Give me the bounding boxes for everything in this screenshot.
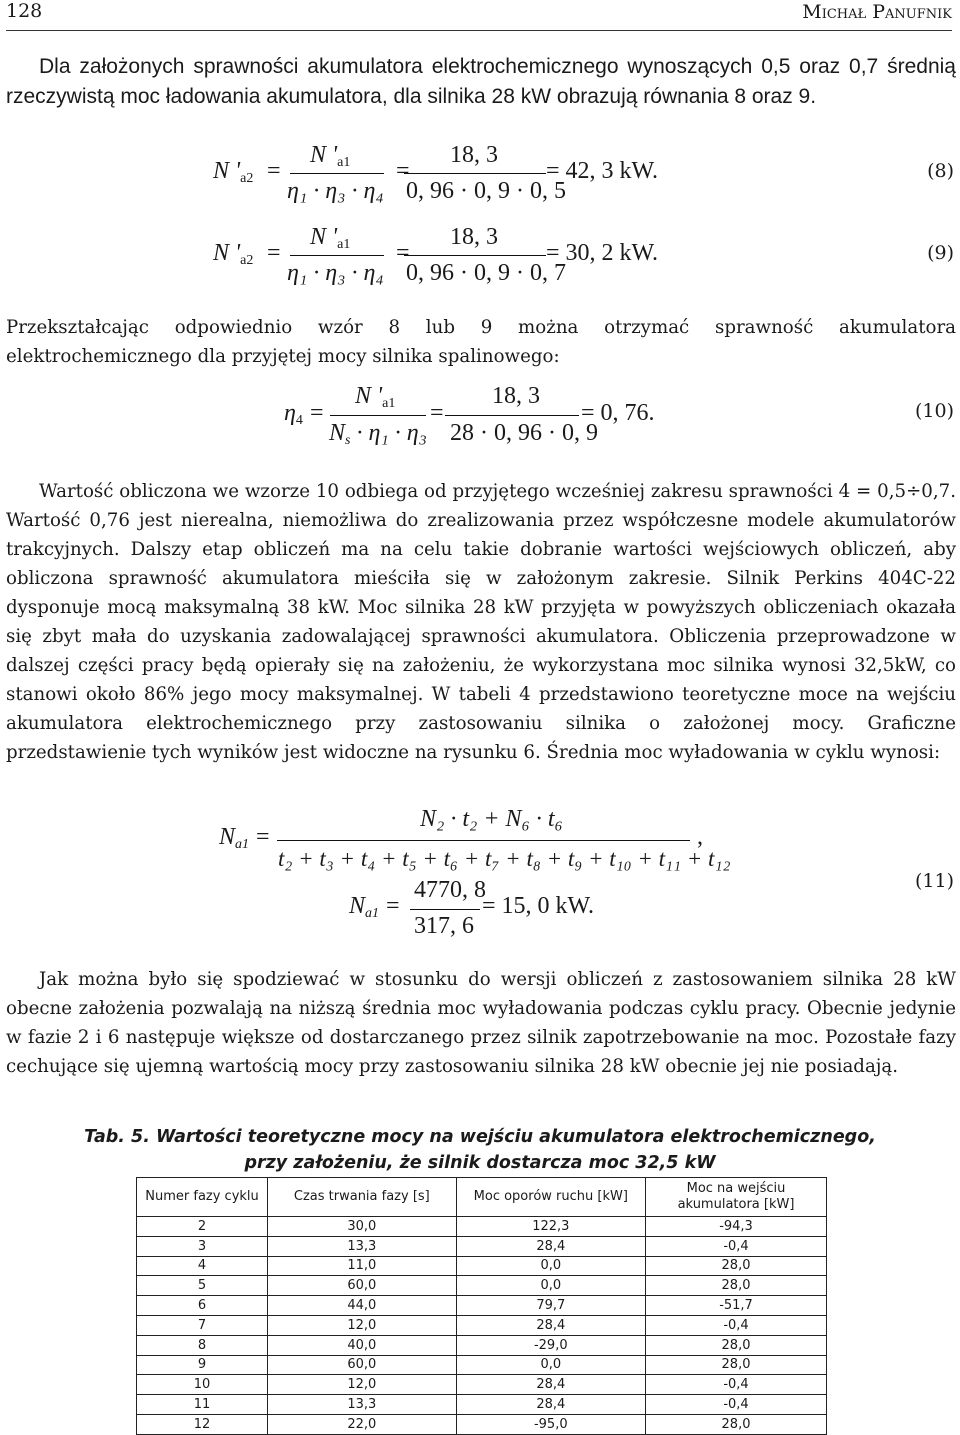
- results-table: [136, 1177, 827, 1435]
- table-cell: 40,0: [268, 1335, 457, 1355]
- table-cell: -94,3: [646, 1217, 827, 1237]
- table-cell: 28,0: [646, 1256, 827, 1276]
- table-cell: -0,4: [646, 1395, 827, 1415]
- table-cell: 28,0: [646, 1355, 827, 1375]
- running-author: Michał Panufnik: [802, 1, 952, 23]
- eq11-fraction-bar-2: [410, 909, 480, 910]
- table-cell: -0,4: [646, 1315, 827, 1335]
- table-cell: 6: [137, 1296, 268, 1316]
- table-cell: 11: [137, 1395, 268, 1415]
- table-header-row: [137, 1178, 827, 1217]
- table-cell: 4: [137, 1256, 268, 1276]
- equation-9: N '$_{a2}$ = N '$_{a1}$ η₁ · η₃ · η₄ = 18, 3 0, 96 · 0, 9 · 0, 7 = 30, 2 kW. (9): [213, 224, 954, 286]
- table-cell: 13,3: [268, 1236, 457, 1256]
- table-cell: 12,0: [268, 1375, 457, 1395]
- eq10-lhs: $\eta_4$: [284, 400, 303, 428]
- equation-11: $N_{a1}$ = N₂ · t₂ + N₆ · t₆ t₂ + t₃ + t₄ + t₅ + t₆ + t₇ + t₈ + t₉ + t₁₀ + t₁₁ + t₁₂ , $N_{a1}$ = 4770, 8 317, 6 = 15, 0 kW. (11): [219, 806, 954, 939]
- eq11-denominator: t₂ + t₃ + t₄ + t₅ + t₆ + t₇ + t₈ + t₉ + t₁₀ + t₁₁ + t₁₂: [278, 846, 731, 871]
- table-caption: Tab. 5. Wartości teoretyczne mocy na wejściu akumulatora elektrochemicznego, przy założeniu, że silnik dostarcza moc 32,5 kW: [84, 1127, 876, 1173]
- table-cell: 28,4: [456, 1375, 645, 1395]
- table-cell: -51,7: [646, 1296, 827, 1316]
- table-row: [137, 1414, 827, 1434]
- table-cell: 60,0: [268, 1355, 457, 1375]
- table-row: [137, 1355, 827, 1375]
- table-row: [137, 1256, 827, 1276]
- eq8-label: (8): [927, 160, 954, 182]
- table-cell: 28,4: [456, 1236, 645, 1256]
- table-cell: 3: [137, 1236, 268, 1256]
- table-cell: 12: [137, 1414, 268, 1434]
- table-row: [137, 1335, 827, 1355]
- eq11-label: (11): [914, 870, 954, 892]
- table-cell: 30,0: [268, 1217, 457, 1237]
- table-cell: -0,4: [646, 1236, 827, 1256]
- table-cell: 0,0: [456, 1355, 645, 1375]
- table-row: [137, 1315, 827, 1335]
- eq8-num1: N '$_{a1}$: [310, 142, 351, 170]
- eq10-fraction-bar-2: [445, 415, 579, 416]
- eq10-result: = 0, 76.: [581, 400, 655, 426]
- eq9-fraction-bar-1: [290, 255, 384, 256]
- col-header-battery-power: Moc na wejściu akumulatora [kW]: [646, 1178, 827, 1217]
- col-header-duration: Czas trwania fazy [s]: [268, 1178, 457, 1217]
- table-cell: 8: [137, 1335, 268, 1355]
- table-row: [137, 1236, 827, 1256]
- table-cell: 9: [137, 1355, 268, 1375]
- eq11-lhs: $N_{a1}$: [219, 824, 250, 852]
- table-cell: 22,0: [268, 1414, 457, 1434]
- col-header-phase: Numer fazy cyklu: [137, 1178, 268, 1217]
- equation-10: $\eta_4$ = N '$_{a1}$ $N_s \cdot \eta_1 \cdot \eta_3$ = 18, 3 28 · 0, 96 · 0, 9 = 0, 76. (10): [284, 383, 954, 448]
- eq11-den2: 317, 6: [414, 913, 474, 939]
- table-cell: 5: [137, 1276, 268, 1296]
- eq8-num2: 18, 3: [450, 142, 498, 168]
- eq11-num2: 4770, 8: [414, 877, 486, 903]
- eq9-label: (9): [927, 242, 954, 264]
- eq8-den2: 0, 96 · 0, 9 · 0, 5: [406, 178, 566, 204]
- eq8-den1: η₁ · η₃ · η₄: [287, 178, 384, 204]
- eq9-fraction-bar-2: [404, 255, 546, 256]
- eq10-num1: N '$_{a1}$: [355, 383, 396, 411]
- table-row: [137, 1395, 827, 1415]
- table-cell: 28,0: [646, 1335, 827, 1355]
- paragraph-3: Wartość obliczona we wzorze 10 odbiega od przyjętego wcześniej zakresu sprawności 4 = 0,5÷0,7. Wartość 0,76 jest nierealna, niemożliwa do zrealizowania przez współczesne modele akumulatorów trakcyjnych. Dalszy etap obliczeń ma na celu takie dobranie wartości wejściowych obliczeń, aby obliczona sprawność akumulatora mieściła się w założonym zakresie. Silnik Perkins 404C-22 dysponuje mocą maksymalną 38 kW. Moc silnika 28 kW przyjęta w powyższych obliczeniach okazała się zbyt mała do uzyskania zadowalającej sprawności akumulatora. Obliczenia przeprowadzone w dalszej części pracy będą opierały się na założeniu, że wykorzystana moc silnika wynosi 32,5kW, co stanowi około 86% jego mocy maksymalnej. W tabeli 4 przedstawiono teoretyczne moce na wejściu akumulatora elektrochemicznego przy zastosowaniu silnika o założonej mocy. Graficzne przedstawienie tych wyników jest widoczne na rysunku 6. Średnia moc wyładowania w cyklu wynosi:: [6, 481, 956, 763]
- table-cell: 0,0: [456, 1276, 645, 1296]
- table-cell: 28,0: [646, 1276, 827, 1296]
- eq11-numerator: N₂ · t₂ + N₆ · t₆: [420, 806, 563, 832]
- eq9-den1: η₁ · η₃ · η₄: [287, 260, 384, 286]
- table-cell: 28,0: [646, 1414, 827, 1434]
- paragraph-4: Jak można było się spodziewać w stosunku do wersji obliczeń z zastosowaniem silnika 28 kW obecne założenia pozwalają na niższą średnia moc wyładowania podczas cyklu pracy. Obecnie jedynie w fazie 2 i 6 następuje większe od dostarczanego przez silnik zapotrzebowanie na moc. Pozostałe fazy cechujące się ujemną wartością mocy przy zastosowaniu silnika 28 kW obecnie jej nie posiadają.: [6, 969, 956, 1077]
- table-cell: 2: [137, 1217, 268, 1237]
- table-row: [137, 1375, 827, 1395]
- running-header: [6, 0, 952, 28]
- table-cell: 28,4: [456, 1395, 645, 1415]
- table-cell: -29,0: [456, 1335, 645, 1355]
- eq8-fraction-bar-1: [290, 173, 384, 174]
- eq9-lhs: N '$_{a2}$: [213, 240, 254, 268]
- table-cell: 7: [137, 1315, 268, 1335]
- table-cell: 79,7: [456, 1296, 645, 1316]
- eq10-den1: $N_s \cdot \eta_1 \cdot \eta_3$: [329, 420, 427, 448]
- table-row: [137, 1276, 827, 1296]
- col-header-resistance-power: Moc oporów ruchu [kW]: [456, 1178, 645, 1217]
- eq9-num1: N '$_{a1}$: [310, 224, 351, 252]
- eq10-fraction-bar-1: [330, 415, 426, 416]
- eq8-result: = 42, 3 kW.: [546, 158, 658, 184]
- eq9-result: = 30, 2 kW.: [546, 240, 658, 266]
- eq10-label: (10): [914, 400, 954, 422]
- equation-8: N '$_{a2}$ = N '$_{a1}$ η₁ · η₃ · η₄ = 18, 3 0, 96 · 0, 9 · 0, 5 = 42, 3 kW. (8): [213, 142, 954, 204]
- table-cell: 10: [137, 1375, 268, 1395]
- table-cell: 13,3: [268, 1395, 457, 1415]
- eq9-den2: 0, 96 · 0, 9 · 0, 7: [406, 260, 566, 286]
- eq11-result2: = 15, 0 kW.: [482, 893, 594, 919]
- table-cell: -0,4: [646, 1375, 827, 1395]
- table-cell: -95,0: [456, 1414, 645, 1434]
- table-row: [137, 1296, 827, 1316]
- table-body: [137, 1217, 827, 1435]
- eq8-lhs: N '$_{a2}$: [213, 158, 254, 186]
- paragraph-2: Przekształcając odpowiednio wzór 8 lub 9 można otrzymać sprawność akumulatora elektrochemicznego dla przyjętej mocy silnika spalinowego:: [6, 317, 956, 367]
- eq9-num2: 18, 3: [450, 224, 498, 250]
- header-rule: [6, 30, 952, 31]
- table-cell: 12,0: [268, 1315, 457, 1335]
- table-cell: 44,0: [268, 1296, 457, 1316]
- intro-paragraph: Dla założonych sprawności akumulatora elektrochemicznego wynoszących 0,5 oraz 0,7 średnią rzeczywistą moc ładowania akumulatora, dla silnika 28 kW obrazują równania 8 oraz 9.: [6, 55, 956, 108]
- eq10-den2: 28 · 0, 96 · 0, 9: [450, 420, 598, 446]
- table-row: [137, 1217, 827, 1237]
- page-number: 128: [6, 0, 43, 22]
- table-cell: 28,4: [456, 1315, 645, 1335]
- table-cell: 0,0: [456, 1256, 645, 1276]
- table-cell: 122,3: [456, 1217, 645, 1237]
- table-cell: 60,0: [268, 1276, 457, 1296]
- eq11-fraction-bar-1: [277, 840, 690, 841]
- table-cell: 11,0: [268, 1256, 457, 1276]
- eq10-num2: 18, 3: [492, 383, 540, 409]
- eq8-fraction-bar-2: [404, 173, 546, 174]
- eq11-lhs2: $N_{a1}$: [349, 893, 380, 921]
